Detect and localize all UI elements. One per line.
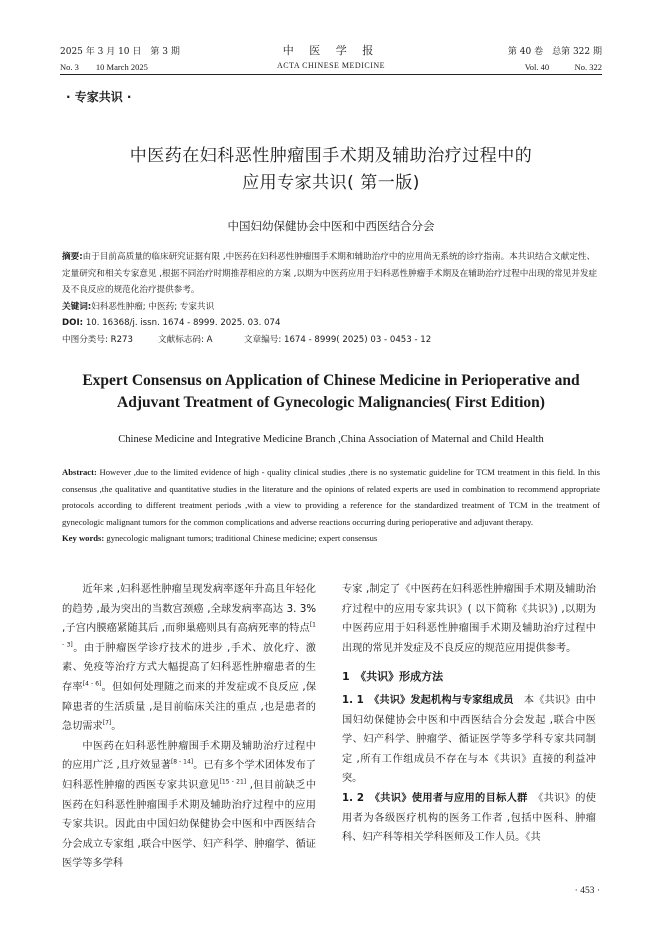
keywords-en xyxy=(62,530,600,547)
abstract-en xyxy=(62,464,600,547)
title-en-line2: Adjuvant Treatment of Gynecologic Malignancies( First Edition) xyxy=(117,394,545,411)
abstract-zh-label: 摘要: xyxy=(62,252,83,262)
abstract-en-text: However ,due to the limited evidence of high - quality clinical studies ,there is no systematic guideline for TCM treatment in this field. In this consensus ,the qualitative and quantitative studies in the literature and the opinions of related experts are used in combination to recommend appropriate protocols according to different treatment periods ,with a view to providing a reference for the standardized treatment of TCM in the treatment of gynecologic malignant tumors for the common complications and adverse reactions occurring during perioperative and adjuvant therapy. xyxy=(62,467,600,527)
title-en-line1: Expert Consensus on Application of Chinese Medicine in Perioperative and xyxy=(82,372,580,389)
keywords-en-text: gynecologic malignant tumors; traditional Chinese medicine; expert consensus xyxy=(106,533,378,544)
body-text: 。由于肿瘤医学诊疗技术的进步 ,手术、放化疗、激素、免疫等治疗方式大幅提高了妇科恶性肿瘤患者的生存率 xyxy=(62,642,316,693)
citation[interactable]: [7] xyxy=(102,719,112,727)
citation[interactable]: [8 - 14] xyxy=(170,758,194,766)
doi-value: 10. 16368/j. issn. 1674 - 8999. 2025. 03. 074 xyxy=(85,318,281,329)
subsection-heading-1-1: 1. 1 《共识》发起机构与专家组成员 xyxy=(342,694,514,706)
body-column-right xyxy=(342,580,596,848)
body-text: 。已有多个学术团体发布了妇科恶性肿瘤的西医专家共识意见 xyxy=(62,760,316,791)
header-journal-name-en: ACTA CHINESE MEDICINE xyxy=(276,61,386,70)
body-text: 近年来 ,妇科恶性肿瘤呈现发病率逐年升高且年轻化的趋势 ,最为突出的当数宫颈癌 ,全球发病率高达 3. 3% ,子宫内膜癌紧随其后 ,而卵巢癌则具有高病死率的特点 xyxy=(62,584,316,635)
header-journal-name: 中 医 学 报 xyxy=(282,44,380,57)
article-title-en xyxy=(60,370,602,414)
title-zh-line1: 中医药在妇科恶性肿瘤围手术期及辅助治疗过程中的 xyxy=(129,146,533,166)
citation[interactable]: [4 - 6] xyxy=(82,680,102,688)
subsection-text-1-2: 《共识》的使用者为各级医疗机构的医务工作者 ,包括中医科、肿瘤科、妇产科等相关学科医师及工作人员。《共 xyxy=(342,792,596,844)
classification-line xyxy=(62,332,600,349)
document-code: 文献标志码: A xyxy=(158,334,213,345)
body-text: 。但如何处理随之而来的并发症或不良反应 ,保障患者的生活质量 ,是目前临床关注的重点 ,也是患者的急切需求 xyxy=(62,681,317,733)
abstract-en-paragraph xyxy=(62,464,600,530)
page-number: · 453 · xyxy=(574,886,600,896)
article-title-zh xyxy=(60,143,602,197)
header-date-issue-en: No. 3 10 March 2025 xyxy=(60,62,148,72)
subsection-heading-1-2: 1. 2 《共识》使用者与应用的目标人群 xyxy=(342,792,528,804)
keywords-en-label: Key words: xyxy=(62,533,105,544)
body-paragraph-1 xyxy=(62,580,316,737)
clc-number: 中图分类号: R273 xyxy=(62,334,133,345)
abstract-zh-paragraph xyxy=(62,249,600,299)
title-zh-line2: 应用专家共识( 第一版) xyxy=(242,173,420,193)
keywords-zh-label: 关键词: xyxy=(62,301,92,312)
subsection-text-1-1: 本《共识》由中国妇幼保健协会中医和中西医结合分会发起 ,联合中医学、妇产科学、肿瘤学、循证医学等多学科专家共同制定 ,所有工作组成员不存在与本《共识》直接的利益冲突。 xyxy=(342,694,596,785)
abstract-en-label: Abstract: xyxy=(62,467,97,477)
doi-label: DOI: xyxy=(62,318,84,329)
author-zh: 中国妇幼保健协会中医和中西医结合分会 xyxy=(227,219,435,233)
citation[interactable]: [15 - 21] xyxy=(219,778,247,786)
subsection-1-2 xyxy=(342,789,596,848)
section-heading-1: 1 《共识》形成方法 xyxy=(342,670,444,684)
body-paragraph-3: 专家 ,制定了《中医药在妇科恶性肿瘤围手术期及辅助治疗过程中的应用专家共识》( 以下简称《共识》) ,以期为中医药应用于妇科恶性肿瘤围手术期及辅助治疗过程中出现的常见并发症及不良反应的规范应用提供参考。 xyxy=(342,584,596,654)
keywords-zh xyxy=(62,299,600,316)
header-volume-en: Vol. 40 No. 322 xyxy=(524,62,602,72)
author-en: Chinese Medicine and Integrative Medicine Branch ,China Association of Maternal and Child Health xyxy=(118,434,544,445)
subsection-1-1 xyxy=(342,691,596,789)
body-text: ,但目前缺乏中医药在妇科恶性肿瘤围手术期及辅助治疗过程中的应用专家共识。因此由中国妇幼保健协会中医和中西医结合分会成立专家组 ,联合中医学、妇产科学、肿瘤学、循证医学等多学科 xyxy=(62,779,317,870)
section-tag: · 专家共识 · xyxy=(66,90,132,104)
body-column-left xyxy=(62,580,316,874)
header-rule xyxy=(60,74,602,75)
header-date-issue: 2025 年 3 月 10 日 第 3 期 xyxy=(60,47,180,57)
doi-line xyxy=(62,315,600,332)
abstract-zh-text: 由于目前高质量的临床研究证据有限 ,中医药在妇科恶性肿瘤围手术期和辅助治疗中的应用尚无系统的诊疗指南。本共识结合文献定性、定量研究和相关专家意见 ,根据不同治疗时期推荐相应的方案 ,以期为中医药应用于妇科恶性肿瘤手术期及在辅助治疗过程中出现的常见并发症及不良反应的规范化治疗提供参考。 xyxy=(62,252,598,296)
keywords-zh-text: 妇科恶性肿瘤; 中医药; 专家共识 xyxy=(91,301,215,312)
citation[interactable]: [1 - 3] xyxy=(62,621,316,649)
abstract-zh xyxy=(62,249,600,349)
article-number: 文章编号: 1674 - 8999( 2025) 03 - 0453 - 12 xyxy=(244,334,432,345)
body-text: 。 xyxy=(111,721,122,733)
body-text: 中医药在妇科恶性肿瘤围手术期及辅助治疗过程中的应用广泛 ,且疗效显著 xyxy=(62,740,316,772)
body-paragraph-2 xyxy=(62,737,316,874)
header-volume: 第 40 卷 总第 322 期 xyxy=(507,47,602,57)
